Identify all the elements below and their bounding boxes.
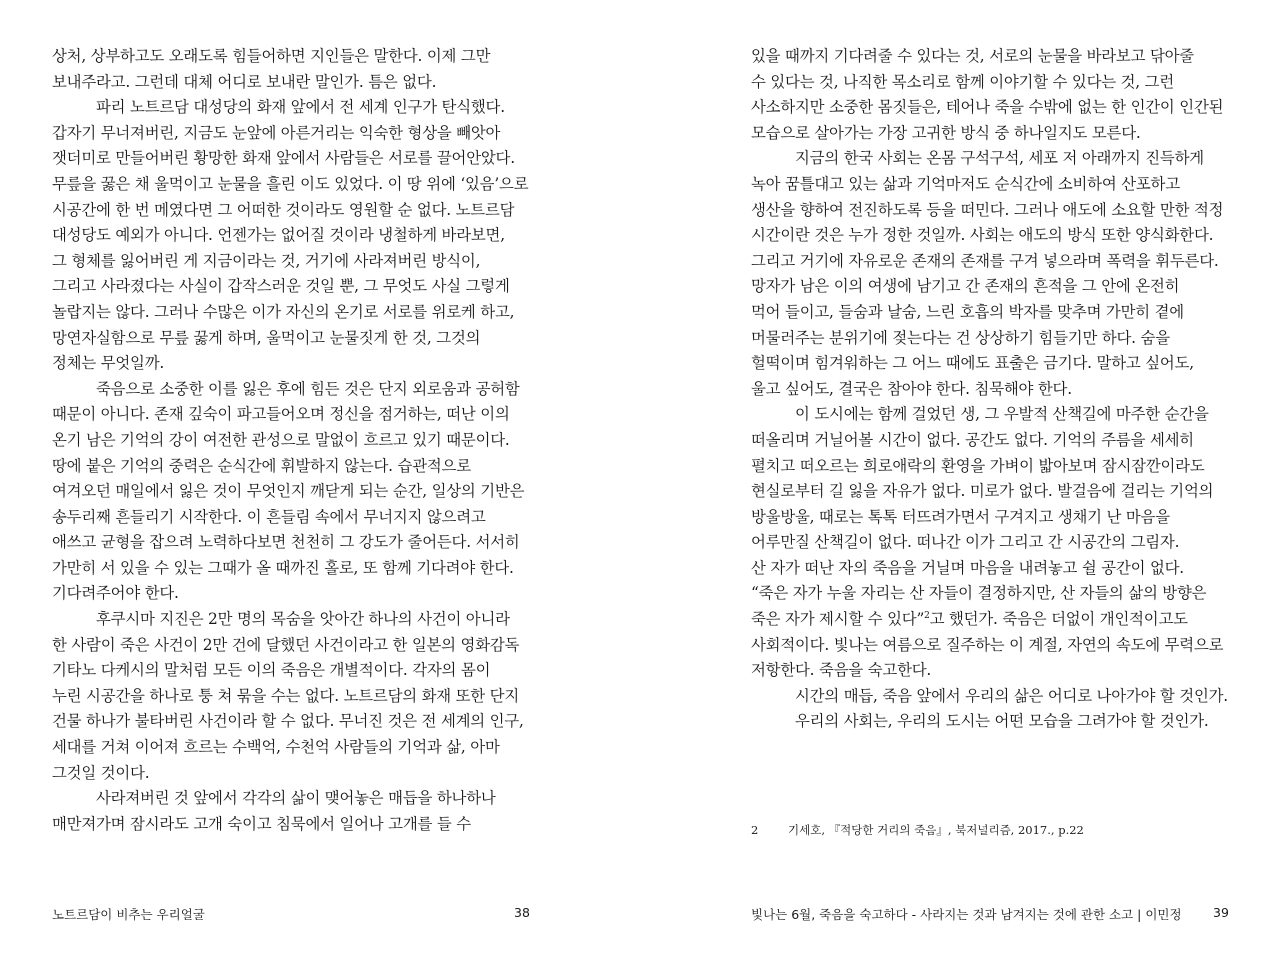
text-line-content: 녹아 꿈틀대고 있는 삶과 기억마저도 순식간에 소비하여 산포하고 <box>751 174 1180 193</box>
text-line <box>52 479 528 505</box>
text-line-content: 이 도시에는 함께 걸었던 생, 그 우발적 산책길에 마주한 순간을 <box>795 405 1209 424</box>
text-line-content: 송두리째 흔들리기 시작한다. 이 흔들림 속에서 무너지지 않으려고 <box>52 507 486 526</box>
text-line <box>52 581 528 607</box>
text-line-content: 땅에 붙은 기억의 중력은 순식간에 휘발하지 않는다. 습관적으로 <box>52 456 471 475</box>
text-line-content: 잿더미로 만들어버린 황망한 화재 앞에서 사람들은 서로를 끌어안았다. <box>52 149 515 168</box>
text-line <box>751 44 1228 70</box>
text-line <box>751 658 1228 684</box>
text-line-content: 사라져버린 것 앞에서 각각의 삶이 맺어놓은 매듭을 하나하나 <box>96 789 496 808</box>
text-line <box>52 326 528 352</box>
text-line-content: 펼치고 떠오르는 희로애락의 환영을 가벼이 밟아보며 잠시잠깐이라도 <box>751 456 1205 475</box>
text-line <box>52 146 528 172</box>
text-line-content: 파리 노트르담 대성당의 화재 앞에서 전 세계 인구가 탄식했다. <box>96 98 505 117</box>
text-line <box>52 300 528 326</box>
text-line <box>751 121 1228 147</box>
text-line <box>52 786 528 812</box>
text-line-content: 세대를 거쳐 이어져 흐르는 수백억, 수천억 사람들의 기억과 삶, 아마 <box>52 738 500 757</box>
right-footer-title: 빛나는 6월, 죽음을 숙고하다 - 사라지는 것과 남겨지는 것에 관한 소고 | 이민정 <box>751 907 1182 922</box>
text-line-content: 있을 때까지 기다려줄 수 있다는 것, 서로의 눈물을 바라보고 닦아줄 <box>751 47 1194 65</box>
text-line-content: 가만히 서 있을 수 있는 그때가 올 때까진 홀로, 또 함께 기다려야 한다. <box>52 558 514 577</box>
text-line-content: 죽은 자가 제시할 수 있다” <box>751 610 925 629</box>
left-page-number: 38 <box>514 905 530 920</box>
text-line-content: 어루만질 산책길이 없다. 떠나간 이가 그리고 간 시공간의 그림자. <box>751 533 1180 552</box>
text-line <box>751 607 1228 633</box>
text-line-content: 헐떡이며 힘겨워하는 그 어느 때에도 표출은 금기다. 말하고 싶어도, <box>751 354 1194 373</box>
text-line <box>52 658 528 684</box>
text-line <box>52 556 528 582</box>
text-line <box>52 505 528 531</box>
text-line <box>751 198 1228 224</box>
text-line-content: 그리고 사라졌다는 사실이 갑작스러운 것일 뿐, 그 무엇도 사실 그렇게 <box>52 277 510 296</box>
text-line-content: 후쿠시마 지진은 2만 명의 목숨을 앗아간 하나의 사건이 아니라 <box>96 610 510 629</box>
text-line-content: 온기 남은 기억의 강이 여전한 관성으로 말없이 흐르고 있기 때문이다. <box>52 430 510 449</box>
text-line-content: 기타노 다케시의 말처럼 모든 이의 죽음은 개별적이다. 각자의 몸이 <box>52 661 491 680</box>
text-line <box>751 351 1228 377</box>
text-line <box>751 454 1228 480</box>
text-line <box>751 95 1228 121</box>
text-line <box>751 556 1228 582</box>
text-line <box>52 44 528 70</box>
text-line-content: 한 사람이 죽은 사건이 2만 건에 달했던 사건이라고 한 일본의 영화감독 <box>52 635 520 654</box>
text-line <box>52 812 528 838</box>
text-line <box>52 70 528 96</box>
text-line <box>751 223 1228 249</box>
text-line-content: 무릎을 꿇은 채 울먹이고 눈물을 흘린 이도 있었다. 이 땅 위에 ‘있음’으로 <box>52 174 529 193</box>
text-line-content: 정체는 무엇일까. <box>52 354 165 373</box>
text-line-content: 대성당도 예외가 아니다. 언젠가는 없어질 것이라 냉철하게 바라보면, <box>52 226 505 245</box>
text-line <box>751 274 1228 300</box>
text-line <box>52 428 528 454</box>
text-line <box>751 70 1228 96</box>
footnote-text: 기세호, 『적당한 거리의 죽음』, 북저널리즘, 2017., p.22 <box>788 823 1084 837</box>
text-line <box>52 121 528 147</box>
text-line <box>52 709 528 735</box>
text-line-content: 방울방울, 때로는 톡톡 터뜨려가면서 구겨지고 생채기 난 마음을 <box>751 507 1170 526</box>
text-line <box>52 402 528 428</box>
text-line-content: 떠올리며 거닐어볼 시간이 없다. 공간도 없다. 기억의 주름을 세세히 <box>751 430 1194 449</box>
text-line <box>751 377 1228 403</box>
text-line <box>52 684 528 710</box>
text-line <box>751 505 1228 531</box>
text-line-content: 산 자가 떠난 자의 죽음을 거닐며 마음을 내려놓고 쉴 공간이 없다. <box>751 558 1184 577</box>
text-line-content: 그것일 것이다. <box>52 763 150 782</box>
text-line <box>751 684 1228 710</box>
text-line <box>751 249 1228 275</box>
text-line <box>751 479 1228 505</box>
left-page-body <box>52 44 528 837</box>
right-page-number: 39 <box>1213 905 1229 920</box>
text-line <box>751 530 1228 556</box>
text-line-content: 놀랍지는 않다. 그러나 수많은 이가 자신의 온기로 서로를 위로케 하고, <box>52 302 515 321</box>
text-line <box>751 326 1228 352</box>
text-line-content: 그리고 거기에 자유로운 존재의 존재를 구겨 넣으라며 폭력을 휘두른다. <box>751 251 1219 270</box>
text-line <box>52 223 528 249</box>
text-line-content: 그 형체를 잃어버린 게 지금이라는 것, 거기에 사라져버린 방식이, <box>52 251 481 270</box>
text-line <box>52 377 528 403</box>
text-line-content: 현실로부터 길 잃을 자유가 없다. 미로가 없다. 발걸음에 걸리는 기억의 <box>751 482 1214 501</box>
text-line-content: 보내주라고. 그런데 대체 어디로 보내란 말인가. 틈은 없다. <box>52 72 437 91</box>
text-line <box>52 607 528 633</box>
text-line-content: 건물 하나가 불타버린 사건이라 할 수 없다. 무너진 것은 전 세계의 인구, <box>52 712 524 731</box>
text-line-content: 매만져가며 잠시라도 고개 숙이고 침묵에서 일어나 고개를 들 수 <box>52 814 471 833</box>
text-line <box>751 146 1228 172</box>
footnote-reference: 2 <box>924 610 930 621</box>
text-line <box>52 530 528 556</box>
text-line <box>52 633 528 659</box>
left-footer-title: 노트르담이 비추는 우리얼굴 <box>52 907 205 922</box>
text-line <box>751 581 1228 607</box>
text-line <box>52 198 528 224</box>
text-line-content: 생산을 향하여 전진하도록 등을 떠민다. 그러나 애도에 소요할 만한 적정 <box>751 200 1224 219</box>
text-line-content: 머물러주는 분위기에 젖는다는 건 상상하기 힘들기만 하다. 숨을 <box>751 328 1170 347</box>
text-line-content: 시공간에 한 번 메였다면 그 어떠한 것이라도 영원할 순 없다. 노트르담 <box>52 200 515 219</box>
text-line-content: 울고 싶어도, 결국은 참아야 한다. 침묵해야 한다. <box>751 379 1072 398</box>
text-line-content: 여겨오던 매일에서 잃은 것이 무엇인지 깨닫게 되는 순간, 일상의 기반은 <box>52 482 525 501</box>
text-line <box>751 300 1228 326</box>
text-line-content: 사소하지만 소중한 몸짓들은, 테어나 죽을 수밖에 없는 한 인간이 인간된 <box>751 98 1224 117</box>
text-line-content: 갑자기 무너져버린, 지금도 눈앞에 아른거리는 익숙한 형상을 빼앗아 <box>52 123 501 142</box>
text-line <box>751 402 1228 428</box>
text-line <box>52 454 528 480</box>
text-line-content: 모습으로 살아가는 가장 고귀한 방식 중 하나일지도 모른다. <box>751 123 1141 142</box>
right-page-body <box>751 44 1228 735</box>
text-line <box>52 274 528 300</box>
text-line-content: 사회적이다. 빛나는 여름으로 질주하는 이 계절, 자연의 속도에 무력으로 <box>751 635 1224 654</box>
text-line-content: 지금의 한국 사회는 온몸 구석구석, 세포 저 아래까지 진득하게 <box>795 149 1204 168</box>
text-line-content: 시간의 매듭, 죽음 앞에서 우리의 삶은 어디로 나아가야 할 것인가. <box>795 686 1228 705</box>
text-line-content: 수 있다는 것, 나직한 목소리로 함께 이야기할 수 있다는 것, 그런 <box>751 72 1174 91</box>
text-line-content: 애쓰고 균형을 잡으려 노력하다보면 천천히 그 강도가 줄어든다. 서서히 <box>52 533 520 552</box>
text-line-content: 망연자실함으로 무릎 꿇게 하며, 울먹이고 눈물짓게 한 것, 그것의 <box>52 328 481 347</box>
text-line <box>52 95 528 121</box>
text-line <box>52 351 528 377</box>
text-line-continuation: 고 했던가. 죽음은 더없이 개인적이고도 <box>929 610 1188 629</box>
text-line-content: 죽음으로 소중한 이를 잃은 후에 힘든 것은 단지 외로움과 공허함 <box>96 379 520 398</box>
text-line <box>52 761 528 787</box>
text-line-content: 먹어 들이고, 들숨과 날숨, 느린 호흡의 박자를 맞추며 가만히 곁에 <box>751 302 1184 321</box>
text-line <box>52 735 528 761</box>
text-line <box>52 249 528 275</box>
text-line <box>751 633 1228 659</box>
text-line-content: 우리의 사회는, 우리의 도시는 어떤 모습을 그려가야 할 것인가. <box>795 712 1209 731</box>
text-line <box>751 709 1228 735</box>
text-line-content: 상처, 상부하고도 오래도록 힘들어하면 지인들은 말한다. 이제 그만 <box>52 47 491 65</box>
right-page <box>640 0 1280 955</box>
footnote-number: 2 <box>751 823 759 837</box>
text-line-content: 때문이 아니다. 존재 깊숙이 파고들어오며 정신을 점거하는, 떠난 이의 <box>52 405 510 424</box>
text-line <box>751 428 1228 454</box>
text-line-content: 시간이란 것은 누가 정한 것일까. 사회는 애도의 방식 또한 양식화한다. <box>751 226 1214 245</box>
text-line-content: 망자가 남은 이의 여생에 남기고 간 존재의 흔적을 그 안에 온전히 <box>751 277 1180 296</box>
text-line <box>751 172 1228 198</box>
text-line <box>52 172 528 198</box>
footnote <box>751 822 1084 838</box>
text-line-content: 기다려주어야 한다. <box>52 584 179 603</box>
text-line-content: “죽은 자가 누울 자리는 산 자들이 결정하지만, 산 자들의 삶의 방향은 <box>751 584 1207 603</box>
text-line-content: 누린 시공간을 하나로 퉁 쳐 묶을 수는 없다. 노트르담의 화재 또한 단지 <box>52 686 519 705</box>
text-line-content: 저항한다. 죽음을 숙고한다. <box>751 661 932 680</box>
